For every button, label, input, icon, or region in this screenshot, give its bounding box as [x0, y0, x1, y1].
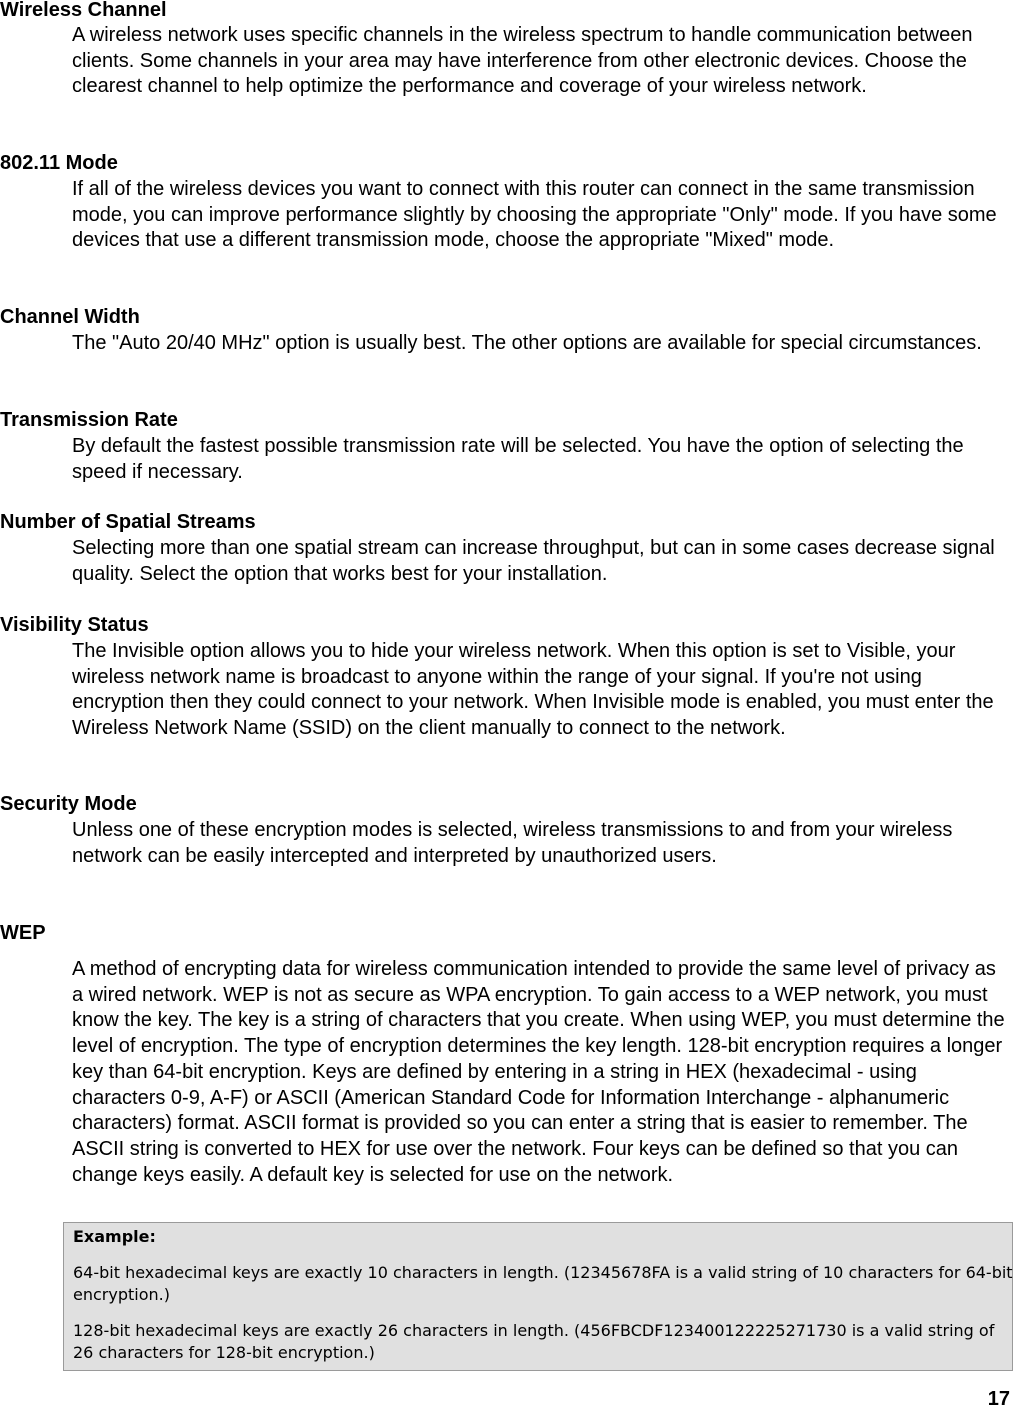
example-128bit: 128-bit hexadecimal keys are exactly 26 characters in length. (456FBCDF123400122225271730 is a valid string of 26 characters for 128-bit encryption.) — [73, 1321, 995, 1362]
term-transmission-rate: Transmission Rate — [0, 409, 178, 431]
term-channel-width: Channel Width — [0, 306, 140, 328]
term-security-mode: Security Mode — [0, 793, 137, 815]
term-spatial-streams: Number of Spatial Streams — [0, 511, 256, 533]
desc-80211-mode: If all of the wireless devices you want to connect with this router can connect in the same transmission mode, you can improve performance slightly by choosing the appropriate "Only" mode. If you have some devices that use a different transmission mode, choose the appropriate "Mixed" mode. — [72, 178, 997, 252]
desc-spatial-streams: Selecting more than one spatial stream can increase throughput, but can in some cases decrease signal quality. Select the option that works best for your installation. — [72, 537, 995, 585]
page-number: 17 — [987, 1388, 1010, 1410]
desc-transmission-rate: By default the fastest possible transmission rate will be selected. You have the option of selecting the speed if necessary. — [72, 435, 964, 483]
desc-wep: A method of encrypting data for wireless communication intended to provide the same level of privacy as a wired network. WEP is not as secure as WPA encryption. To gain access to a WEP network, you must know the key. The key is a string of characters that you create. When using WEP, you must determine the level of encryption. The type of encryption determines the key length. 128-bit encryption requires a longer key than 64-bit encryption. Keys are defined by entering in a string in HEX (hexadecimal - using characters 0-9, A-F) or ASCII (American Standard Code for Information Interchange - alphanumeric characters) format. ASCII format is provided so you can enter a string that is easier to remember. The ASCII string is converted to HEX for use over the network. Four keys can be defined so that you can change keys easily. A default key is selected for use on the network. — [72, 958, 1005, 1186]
term-visibility-status: Visibility Status — [0, 614, 149, 636]
desc-wireless-channel: A wireless network uses specific channels in the wireless spectrum to handle communication between clients. Some channels in your area may have interference from other electronic devices. Choose the clearest channel to help optimize the performance and coverage of your wireless network. — [72, 24, 973, 98]
desc-visibility-status: The Invisible option allows you to hide your wireless network. When this option is set to Visible, your wireless network name is broadcast to anyone within the range of your signal. If you're not using encryption then they could connect to your network. When Invisible mode is enabled, you must enter the Wireless Network Name (SSID) on the client manually to connect to the network. — [72, 640, 994, 740]
example-box — [63, 1222, 1013, 1371]
desc-security-mode: Unless one of these encryption modes is selected, wireless transmissions to and from your wireless network can be easily intercepted and interpreted by unauthorized users. — [72, 819, 953, 867]
term-wireless-channel: Wireless Channel — [0, 0, 167, 21]
example-64bit: 64-bit hexadecimal keys are exactly 10 characters in length. (12345678FA is a valid string of 10 characters for 64-bit encryption.) — [73, 1263, 1013, 1304]
term-wep: WEP — [0, 922, 46, 944]
term-80211-mode: 802.11 Mode — [0, 152, 118, 174]
example-title: Example: — [73, 1227, 156, 1246]
desc-channel-width: The "Auto 20/40 MHz" option is usually best. The other options are available for special circumstances. — [72, 332, 982, 354]
